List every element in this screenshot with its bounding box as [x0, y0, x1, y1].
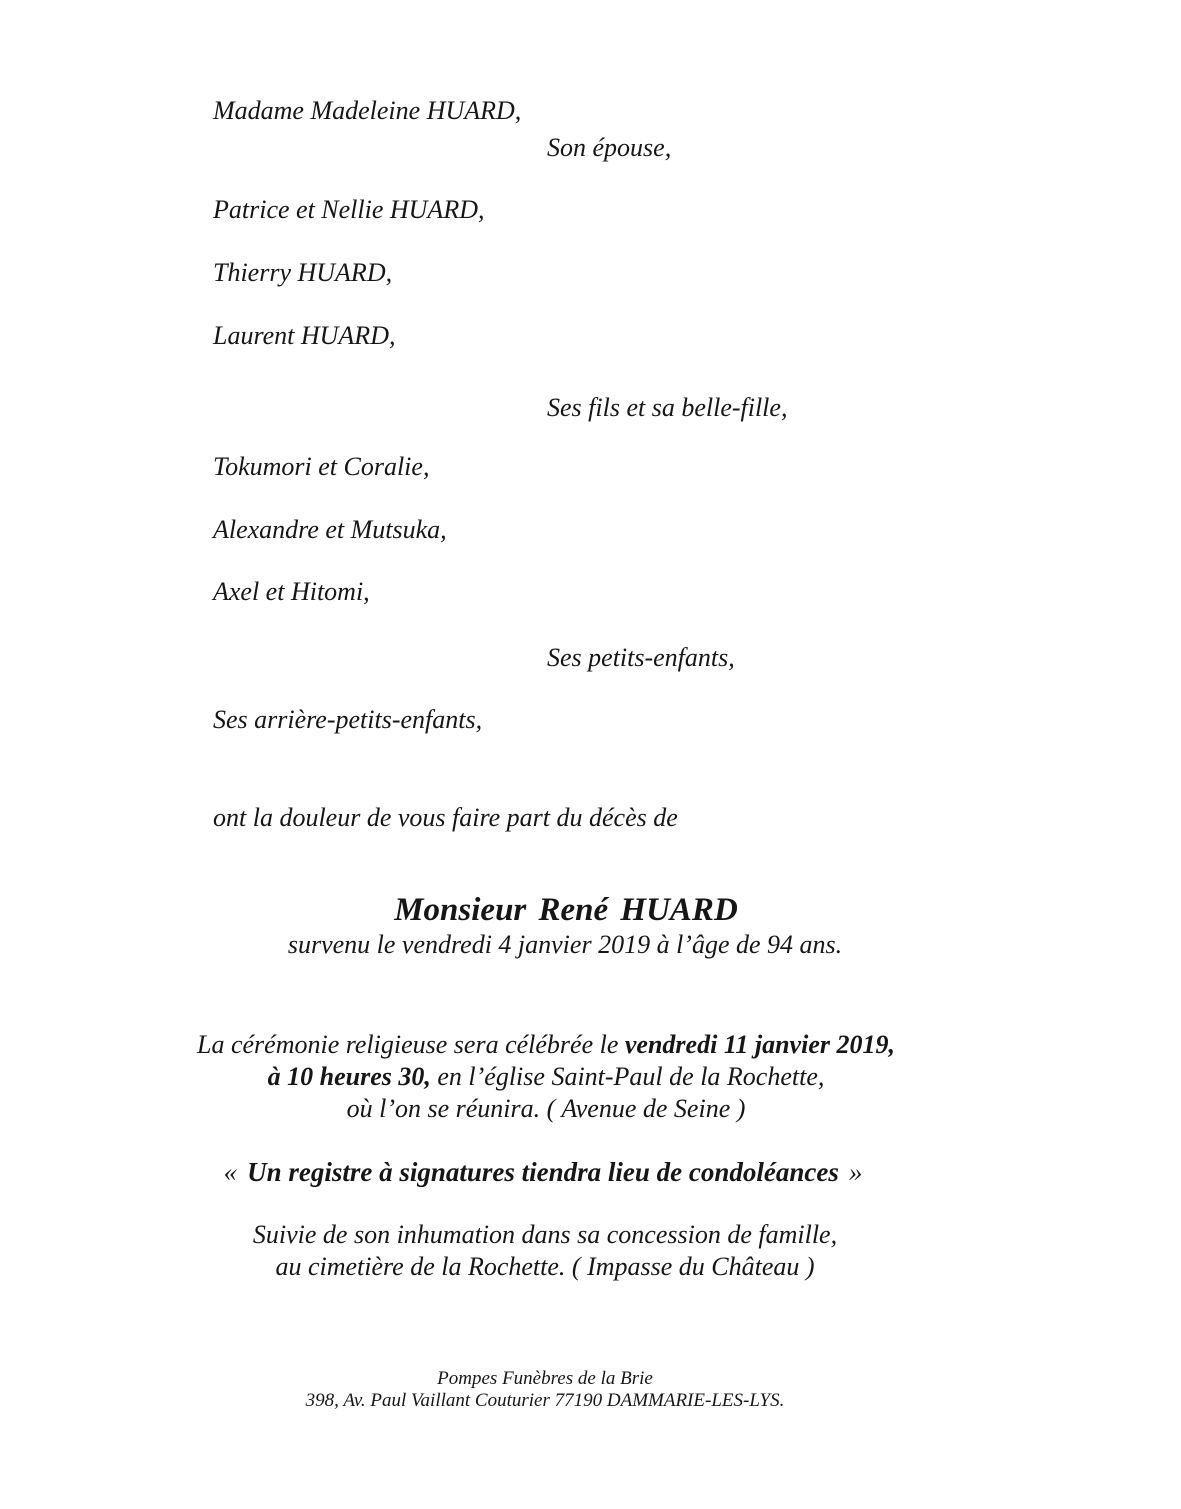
ceremony-date-bold: vendredi 11 janvier 2019,: [624, 1030, 895, 1059]
grandchild-name-line: Tokumori et Coralie,: [213, 452, 430, 481]
ceremony-line-3: où l’on se réunira. ( Avenue de Seine ): [346, 1094, 746, 1123]
ceremony-time-bold: à 10 heures 30,: [267, 1062, 431, 1091]
ceremony-paragraph: [0, 1029, 1092, 1125]
funeral-home-footer: [0, 1368, 1090, 1412]
grandchild-name-line: Alexandre et Mutsuka,: [213, 515, 447, 544]
condolences-notice: [0, 1156, 1086, 1188]
spouse-relation-line: Son épouse,: [547, 133, 672, 162]
ceremony-line-2: [0, 1061, 1092, 1093]
burial-line-2: au cimetière de la Rochette. ( Impasse du Château ): [275, 1252, 815, 1281]
burial-paragraph: [0, 1219, 1090, 1283]
grandchildren-relation-line: Ses petits-enfants,: [547, 643, 735, 672]
sons-relation-line: Ses fils et sa belle-fille,: [547, 393, 788, 422]
close-guillemet: »: [848, 1157, 863, 1187]
son-name-line: Laurent HUARD,: [213, 321, 396, 350]
ceremony-line2-regular: en l’église Saint-Paul de la Rochette,: [430, 1062, 825, 1091]
announcement-intro-line: ont la douleur de vous faire part du décès de: [213, 803, 678, 832]
ceremony-line-1: [0, 1029, 1092, 1061]
funeral-home-address: 398, Av. Paul Vaillant Couturier 77190 DAMMARIE-LES-LYS.: [305, 1390, 785, 1411]
deceased-name-title: Monsieur René HUARD: [394, 892, 738, 928]
open-guillemet: «: [223, 1157, 238, 1187]
son-name-line: Thierry HUARD,: [213, 258, 393, 287]
son-name-line: Patrice et Nellie HUARD,: [213, 195, 485, 224]
great-grandchildren-relation-line: Ses arrière-petits-enfants,: [213, 705, 483, 734]
burial-line-1: Suivie de son inhumation dans sa concession de famille,: [252, 1220, 838, 1249]
condolences-text-bold: Un registre à signatures tiendra lieu de condoléances: [247, 1157, 839, 1187]
death-details-line: survenu le vendredi 4 janvier 2019 à l’âge de 94 ans.: [287, 930, 843, 959]
funeral-home-name: Pompes Funèbres de la Brie: [437, 1368, 653, 1389]
ceremony-line1-regular: La cérémonie religieuse sera célébrée le: [197, 1030, 625, 1059]
spouse-name-line: Madame Madeleine HUARD,: [213, 96, 522, 125]
grandchild-name-line: Axel et Hitomi,: [213, 577, 370, 606]
